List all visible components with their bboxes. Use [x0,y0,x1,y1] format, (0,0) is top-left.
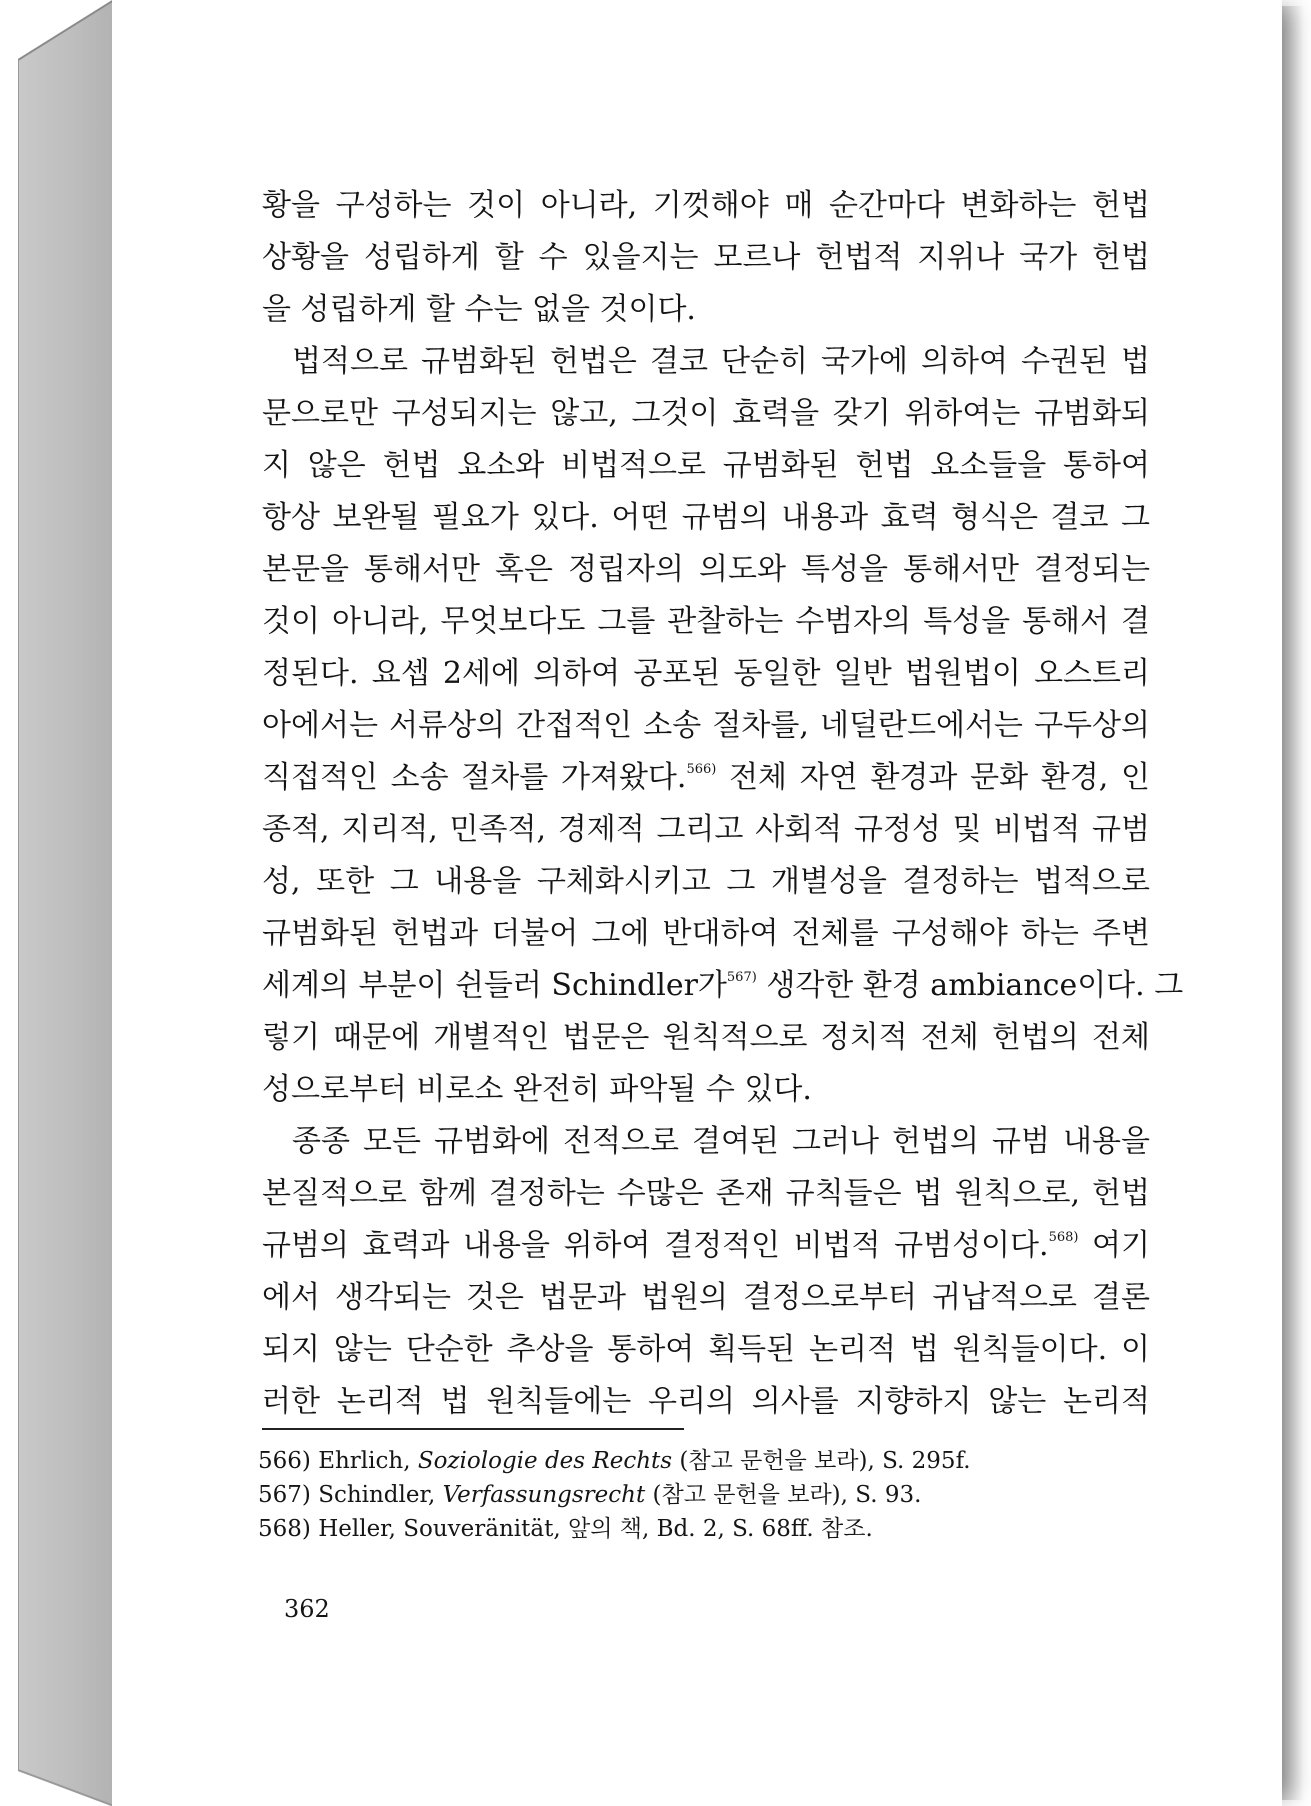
footnote-568 [258,1512,1158,1546]
text-line: 본질적으로 함께 결정하는 수많은 존재 규칙들은 법 원칙으로, 헌법 [262,1176,1150,1211]
text-line: 성, 또한 그 내용을 구체화시키고 그 개별성을 결정하는 법적으로 [262,864,1150,899]
text-line-with-footnote [262,1220,1150,1272]
text-line: 규범화된 헌법과 더불어 그에 반대하여 전체를 구성해야 하는 주변 [262,916,1150,951]
text-line: 문으로만 구성되지는 않고, 그것이 효력을 갖기 위하여는 규범화되 [262,396,1150,431]
text-segment: 세계의 부분이 쉰들러 Schindler가 [262,968,727,1003]
text-line: 상황을 성립하게 할 수 있을지는 모르나 헌법적 지위나 국가 헌법 [262,240,1150,275]
footnote-title: Soziologie des Rechts [417,1448,673,1474]
text-line: 종종 모든 규범화에 전적으로 결여된 그러나 헌법의 규범 내용을 [292,1124,1150,1159]
text-line: 되지 않는 단순한 추상을 통하여 획득된 논리적 법 원칙들이다. 이 [262,1332,1150,1367]
text-line: 지 않은 헌법 요소와 비법적으로 규범화된 헌법 요소들을 통하여 [262,448,1150,483]
text-line: 종적, 지리적, 민족적, 경제적 그리고 사회적 규정성 및 비법적 규범 [262,812,1150,847]
text-line-with-footnote [262,960,1184,1012]
text-line: 황을 구성하는 것이 아니라, 기껏해야 매 순간마다 변화하는 헌법 [262,188,1150,223]
paragraph-3 [262,1116,1150,1428]
text-line: 항상 보완될 필요가 있다. 어떤 규범의 내용과 효력 형식은 결코 그 [262,500,1150,535]
text-line: 에서 생각되는 것은 법문과 법원의 결정으로부터 귀납적으로 결론 [262,1280,1150,1315]
text-line: 렇기 때문에 개별적인 법문은 원칙적으로 정치적 전체 헌법의 전체 [262,1020,1150,1055]
footnote-rest: (참고 문헌을 보라), S. 295f. [672,1448,971,1474]
text-line: 본문을 통해서만 혹은 정립자의 의도와 특성을 통해서만 결정되는 [262,552,1150,587]
footnote-mark-566: 566) [686,762,717,777]
text-segment: 생각한 환경 ambiance이다. 그 [756,968,1184,1003]
text-segment: 규범의 효력과 내용을 위하여 결정적인 비법적 규범성이다. [262,1228,1049,1263]
footnote-divider [262,1428,684,1430]
paragraph-1 [262,180,1150,336]
text-segment: 직접적인 소송 절차를 가져왔다. [262,760,687,795]
text-line: 성으로부터 비로소 완전히 파악될 수 있다. [262,1072,812,1107]
footnote-number: 567) [258,1482,311,1508]
footnote-title: Verfassungsrecht [442,1482,646,1508]
footnote-author: Heller, Souveränität, 앞의 책, Bd. 2, S. 68ff. 참조. [318,1516,873,1542]
text-line: 을 성립하게 할 수는 없을 것이다. [262,292,696,327]
text-line: 러한 논리적 법 원칙들에는 우리의 의사를 지향하지 않는 논리적 [262,1384,1150,1419]
footnote-number: 566) [258,1448,311,1474]
footnote-567 [258,1478,1158,1512]
footnotes [258,1444,1158,1546]
text-line-with-footnote [262,752,1150,804]
text-segment: 여기 [1078,1228,1150,1263]
footnote-author: Schindler, [318,1482,443,1508]
footnote-mark-567: 567) [726,970,757,985]
text-line: 아에서는 서류상의 간접적인 소송 절차를, 네덜란드에서는 구두상의 [262,708,1150,743]
footnote-mark-568: 568) [1048,1230,1079,1245]
page-number: 362 [284,1595,330,1623]
paragraph-2 [262,336,1184,1116]
footnote-author: Ehrlich, [318,1448,418,1474]
text-line: 것이 아니라, 무엇보다도 그를 관찰하는 수범자의 특성을 통해서 결 [262,604,1150,639]
page-shadow [1282,6,1304,1800]
text-line: 법적으로 규범화된 헌법은 결코 단순히 국가에 의하여 수권된 법 [292,344,1150,379]
book-spine [18,0,114,1806]
text-line: 정된다. 요셉 2세에 의하여 공포된 동일한 일반 법원법이 오스트리 [262,656,1150,691]
text-segment: 전체 자연 환경과 문화 환경, 인 [716,760,1150,795]
body-text [262,180,1184,1428]
footnote-566 [258,1444,1158,1478]
footnote-rest: (참고 문헌을 보라), S. 93. [645,1482,922,1508]
footnote-number: 568) [258,1516,311,1542]
